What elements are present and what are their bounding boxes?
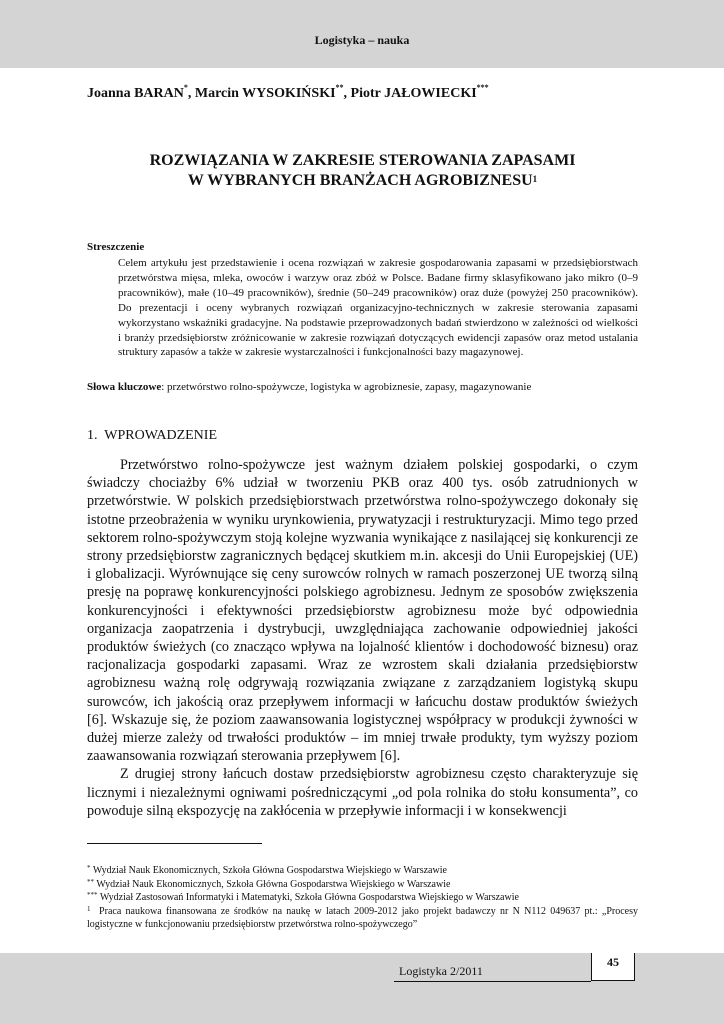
page-number: 45 bbox=[607, 955, 619, 969]
author-name: Joanna BARAN bbox=[87, 86, 184, 101]
author-mark: *** bbox=[476, 83, 489, 92]
keywords-label: Słowa kluczowe bbox=[87, 381, 162, 393]
title-line-2: W WYBRANYCH BRANŻACH AGROBIZNESU$^1$ bbox=[187, 172, 538, 189]
title-line-1: ROZWIĄZANIA W ZAKRESIE STEROWANIA ZAPASAMI bbox=[149, 152, 576, 169]
keywords-text: : przetwórstwo rolno-spożywcze, logistyka w agrobiznesie, zapasy, magazynowanie bbox=[161, 381, 532, 393]
section-heading: 1. WPROWADZENIE bbox=[87, 428, 218, 443]
title-footnote-mark: 1 bbox=[532, 174, 538, 184]
keywords bbox=[87, 381, 647, 393]
paragraph: Z drugiej strony łańcuch dostaw przedsiębiorstw agrobiznesu często charakteryzuje się licznymi i niezależnymi ogniwami pośredniczącymi „od pola rolnika do stołu konsumenta”, co powoduje silną ekspozycję na zakłócenia w przepływie informacji i w konsekwencji bbox=[87, 766, 638, 819]
paragraph: Przetwórstwo rolno-spożywcze jest ważnym działem polskiej gospodarki, o czym świadczy chociażby 6% udział w tworzeniu PKB oraz 400 tys. osób zatrudnionych w przetwórstwie. W polskich przedsiębiorstwach przetwórstwa rolno-spożywczego dokonały się istotne przeobrażenia w wyniku urynkowienia, prywatyzacji i restrukturyzacji. Mimo tego przed sektorem rolno-spożywczym stoją kolejne wyzwania wynikające z nasilającej się konkurencji ze strony przedsiębiorstw zagranicznych będącej skutkiem m.in. akcesji do Unii Europejskiej (UE) i globalizacji. Wyrównujące się ceny surowców rolnych w ramach poszerzonej UE tworzą silną presję na poprawę konkurencyjności polskiego agrobiznesu. Jednym ze sposobów zwiększenia konkurencyjności i efektywności przedsiębiorstw agrobiznesu może być odpowiednia organizacja zaopatrzenia i dystrybucji, uwzględniająca zachowanie odpowiedniej jakości produktów świeżych (co znacząco wpływa na lojalność klientów i dochodowość biznesu) oraz racjonalizacja gospodarki zapasami. Wraz ze wzrostem skali działania przedsiębiorstw agrobiznesu ważną rolę odgrywają rozwiązania związane z zarządzaniem logistyką skupu surowców, ich jakością oraz przepływem informacji w łańcuchu dostaw produktów świeżych [6]. Wskazuje się, że poziom zaawansowania logistycznej współpracy w produkcji żywności w dużej mierze zależy od trwałości produktów – im mniej trwałe produkty, tym wyższy poziom zaawansowania rozwiązań sterowania przepływem [6]. bbox=[87, 457, 638, 765]
author-name: Marcin WYSOKIŃSKI bbox=[194, 86, 336, 101]
footnote: * Wydział Nauk Ekonomicznych, Szkoła Główna Gospodarstwa Wiejskiego w Warszawie bbox=[87, 864, 447, 876]
paper-title bbox=[87, 151, 638, 191]
author-mark: * bbox=[183, 83, 188, 92]
abstract-heading: Streszczenie bbox=[87, 241, 145, 253]
header-band bbox=[0, 0, 724, 68]
author-name: Piotr JAŁOWIECKI bbox=[350, 86, 477, 101]
running-header: Logistyka – nauka bbox=[314, 33, 410, 47]
journal-name: Logistyka 2/2011 bbox=[399, 964, 483, 978]
footnote: $^1$ Praca naukowa finansowana ze środków na naukę w latach 2009-2012 jako projekt badawczy nr N N112 049637 pt.: „Procesy logistyczne w funkcjonowaniu przedsiębiorstw przetwórstwa rolno-spożywczego” bbox=[87, 904, 641, 930]
author-line: Joanna BARAN*, Marcin WYSOKIŃSKI**, Piotr JAŁOWIECKI*** bbox=[87, 83, 489, 101]
author-mark: ** bbox=[335, 83, 344, 92]
body-text bbox=[87, 456, 638, 820]
abstract-text: Celem artykułu jest przedstawienie i ocena rozwiązań w zakresie gospodarowania zapasami w przedsiębiorstwach przetwórstwa mięsa, mleka, owoców i warzyw oraz zbóż w Polsce. Badane firmy sklasyfikowano jako mikro (0–9 pracowników), małe (10–49 pracowników), średnie (50–249 pracowników) oraz duże (powyżej 250 pracowników). Do prezentacji i oceny wybranych rozwiązań organizacyjno-technicznych w zakresie sterowania zapasami wykorzystano wskaźniki gradacyjne. Na podstawie przeprowadzonych badań stwierdzono w zależności od wielkości i branży przedsiębiorstw zróżnicowanie w zakresie rozwiązań dotyczących ewidencji zapasów oraz metod ustalania struktury zapasów a także w zakresie wystarczalności i funkcjonalności bazy magazynowej. bbox=[118, 257, 638, 359]
footnote-divider bbox=[87, 843, 262, 844]
footnote: *** Wydział Zastosowań Informatyki i Matematyki, Szkoła Główna Gospodarstwa Wiejskiego w Warszawie bbox=[87, 891, 519, 903]
footnote: ** Wydział Nauk Ekonomicznych, Szkoła Główna Gospodarstwa Wiejskiego w Warszawie bbox=[87, 877, 451, 890]
footnotes bbox=[87, 864, 641, 932]
